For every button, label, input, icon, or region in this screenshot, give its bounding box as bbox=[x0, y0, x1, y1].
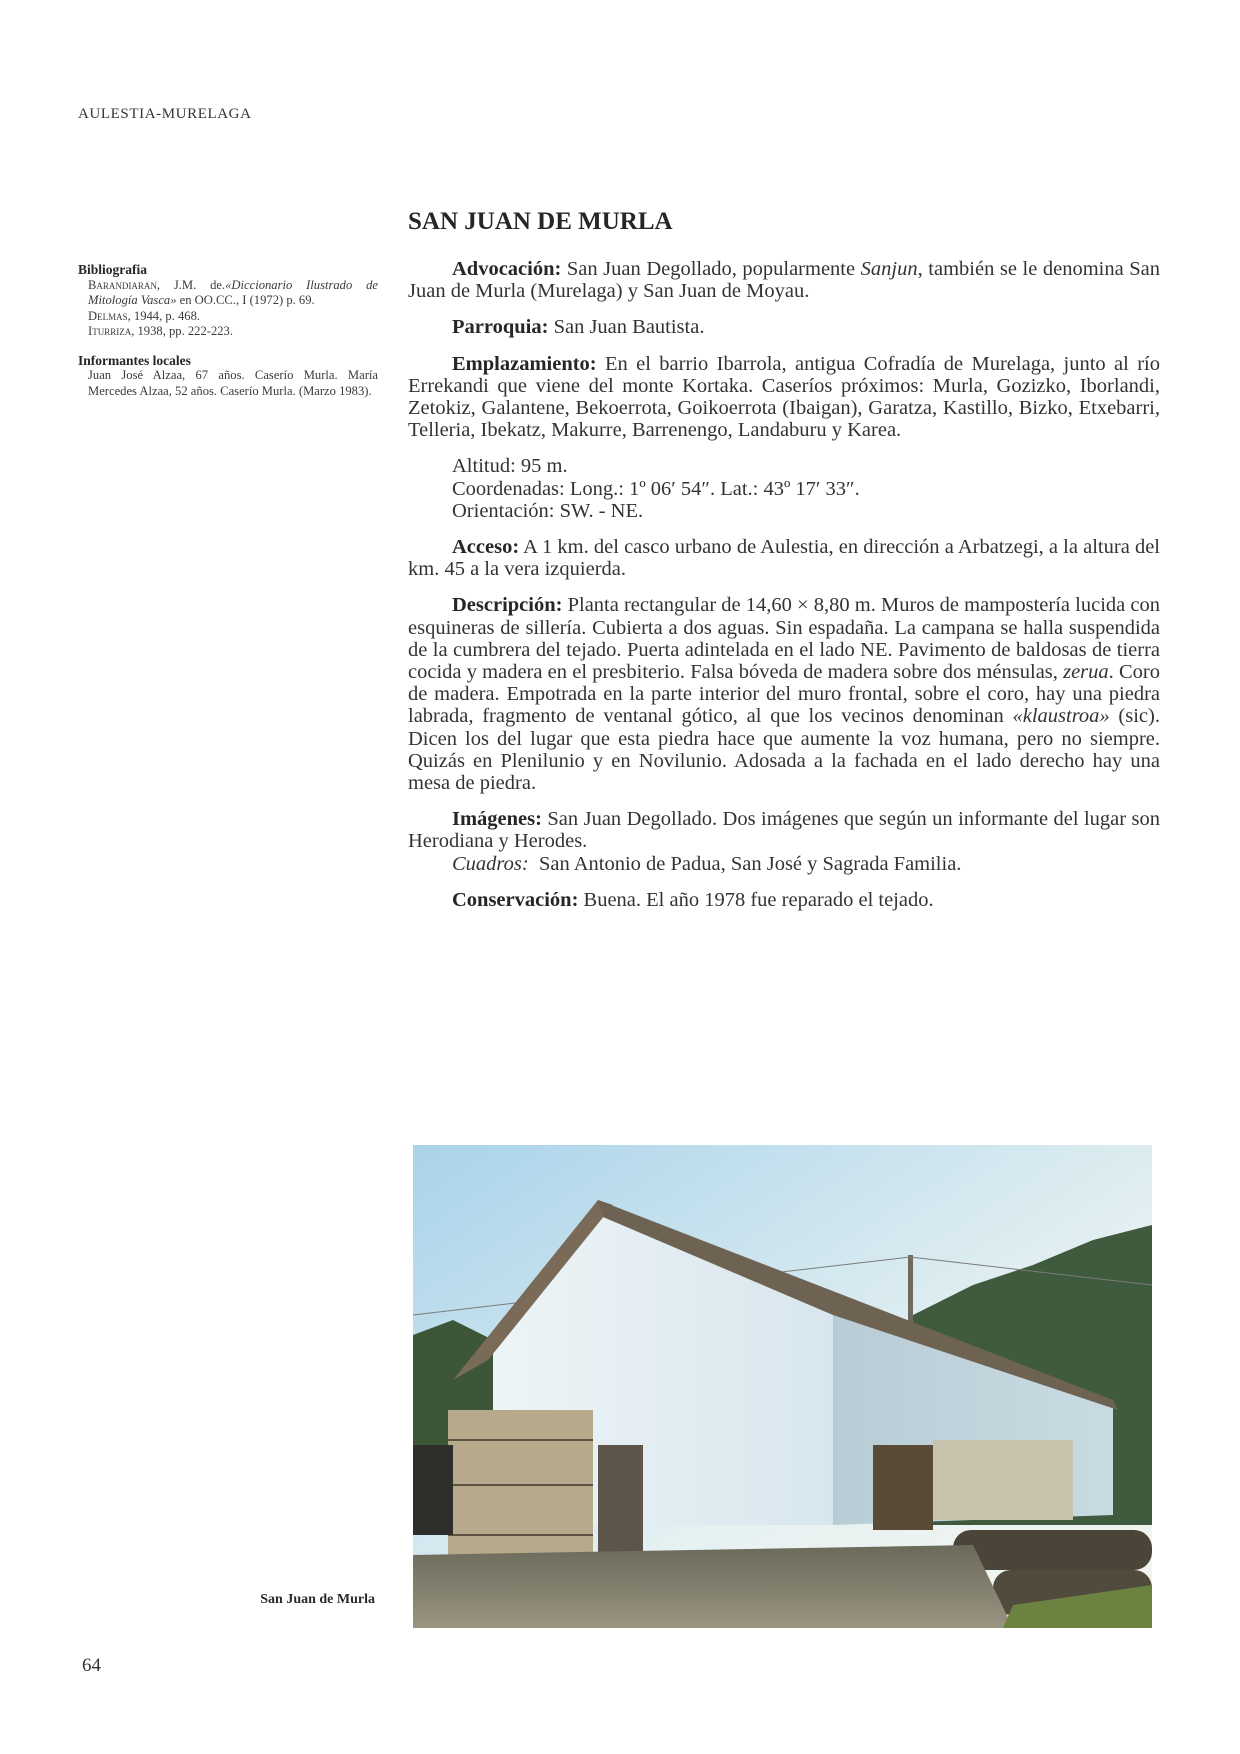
descripcion-text: Planta rectangular de 14,60 × 8,80 m. Muros de mampostería lucida con esquineras de sillería. Cubierta a dos aguas. Sin espadaña. La campana se halla suspendida de la cumbrera del tejado. Puerta adintelada en el lado NE. Pavimento de baldosas de tierra cocida y madera en el presbiterio. Falsa bóveda de madera sobre dos ménsulas, bbox=[408, 594, 1160, 684]
hermitage-photo bbox=[413, 1145, 1152, 1628]
bibliography-rest: en OO.CC., I (1972) p. 69. bbox=[176, 293, 315, 307]
conservacion-label: Conservación: bbox=[452, 888, 579, 911]
descripcion-paragraph bbox=[408, 594, 1160, 794]
sidebar bbox=[78, 262, 378, 412]
descripcion-text-after: (sic). Dicen los del lugar que esta piedra hace que aumente la voz humana, pero no siempre. Quizás en Plenilunio y en Novilunio. Adosada a la fachada en el lado derecho hay una mesa de piedra. bbox=[408, 705, 1160, 795]
imagenes-label: Imágenes: bbox=[452, 808, 542, 831]
bibliography-heading: Bibliografia bbox=[78, 262, 148, 277]
parroquia-label: Parroquia: bbox=[452, 316, 549, 339]
bibliography-title: «Diccionario Ilustrado de Mitología Vasca» bbox=[88, 277, 378, 307]
advocacion-paragraph bbox=[408, 258, 1160, 302]
informants-heading: Informantes locales bbox=[78, 352, 191, 368]
conservacion-paragraph bbox=[408, 889, 1160, 911]
coordenadas: Coordenadas: Long.: 1º 06′ 54″. Lat.: 43º 17′ 33″. bbox=[452, 477, 860, 500]
bibliography-section bbox=[78, 262, 378, 340]
orientacion: Orientación: SW. - NE. bbox=[452, 499, 644, 522]
imagenes-paragraph bbox=[408, 808, 1160, 852]
advocacion-italic: Sanjun bbox=[860, 258, 918, 280]
acceso-label: Acceso: bbox=[452, 536, 520, 559]
acceso-text: A 1 km. del casco urbano de Aulestia, en dirección a Arbatzegi, a la altura del km. 45 a la vera izquierda. bbox=[408, 536, 1160, 581]
descripcion-italic-zerua: zerua bbox=[1063, 661, 1109, 684]
bibliography-author: Delmas bbox=[88, 308, 128, 323]
advocacion-text-after: , también se le denomina San Juan de Murla (Murelaga) y San Juan de Moyau. bbox=[408, 258, 1160, 303]
bibliography-entry bbox=[88, 309, 378, 325]
bibliography-entry bbox=[88, 278, 378, 309]
cuadros-line bbox=[408, 853, 1160, 875]
emplazamiento-paragraph bbox=[408, 353, 1160, 442]
descripcion-text-mid: . Coro de madera. Empotrada en la parte interior del muro frontal, sobre el coro, hay una piedra labrada, fragmento de ventanal gótico, al que los vecinos denominan bbox=[408, 661, 1161, 728]
page-title: SAN JUAN DE MURLA bbox=[408, 208, 673, 235]
bibliography-entry bbox=[88, 324, 378, 340]
parroquia-text: San Juan Bautista. bbox=[548, 316, 705, 339]
bibliography-text: , 1944, p. 468. bbox=[127, 308, 201, 323]
advocacion-label: Advocación: bbox=[452, 258, 562, 280]
page-number: 64 bbox=[82, 1655, 101, 1676]
informants-section bbox=[78, 353, 378, 400]
informants-text: Juan José Alzaa, 67 años. Caserío Murla. María Mercedes Alzaa, 52 años. Caserío Murla. (Marzo 1983). bbox=[88, 368, 378, 398]
bibliography-author: Iturriza bbox=[88, 324, 132, 338]
advocacion-text: San Juan Degollado, popularmente bbox=[561, 258, 861, 280]
cuadros-label: Cuadros: bbox=[452, 852, 529, 875]
bibliography-text: , 1938, pp. 222-223. bbox=[131, 324, 233, 338]
cuadros-text: San Antonio de Padua, San José y Sagrada Familia. bbox=[528, 852, 962, 875]
descripcion-label: Descripción: bbox=[452, 594, 563, 617]
emplazamiento-label: Emplazamiento: bbox=[452, 352, 597, 375]
parroquia-paragraph bbox=[408, 316, 1160, 338]
bibliography-text: , J.M. de. bbox=[156, 277, 226, 292]
running-head: AULESTIA-MURELAGA bbox=[78, 106, 252, 122]
acceso-paragraph bbox=[408, 536, 1160, 580]
conservacion-text: Buena. El año 1978 fue reparado el tejado. bbox=[578, 888, 934, 911]
photo-caption: San Juan de Murla bbox=[260, 1592, 375, 1607]
descripcion-italic-klaustroa: «klaustroa» bbox=[1012, 705, 1110, 728]
imagenes-text: San Juan Degollado. Dos imágenes que según un informante del lugar son Herodiana y Herodes. bbox=[408, 808, 1160, 853]
location-block bbox=[408, 455, 1160, 522]
emplazamiento-text: En el barrio Ibarrola, antigua Cofradía de Murelaga, junto al río Errekandi que viene del monte Kortaka. Caseríos próximos: Murla, Gozizko, Iborlandi, Zetokiz, Galantene, Bekoerrota, Goikoerrota (Ibaigan), Garatza, Kastillo, Bizko, Etxebarri, Telleria, Ibekatz, Makurre, Barrenengo, Landaburu y Karea. bbox=[408, 352, 1160, 442]
bibliography-author: Barandiaran bbox=[88, 277, 157, 292]
altitud: Altitud: 95 m. bbox=[452, 455, 568, 478]
main-text bbox=[408, 258, 1160, 925]
